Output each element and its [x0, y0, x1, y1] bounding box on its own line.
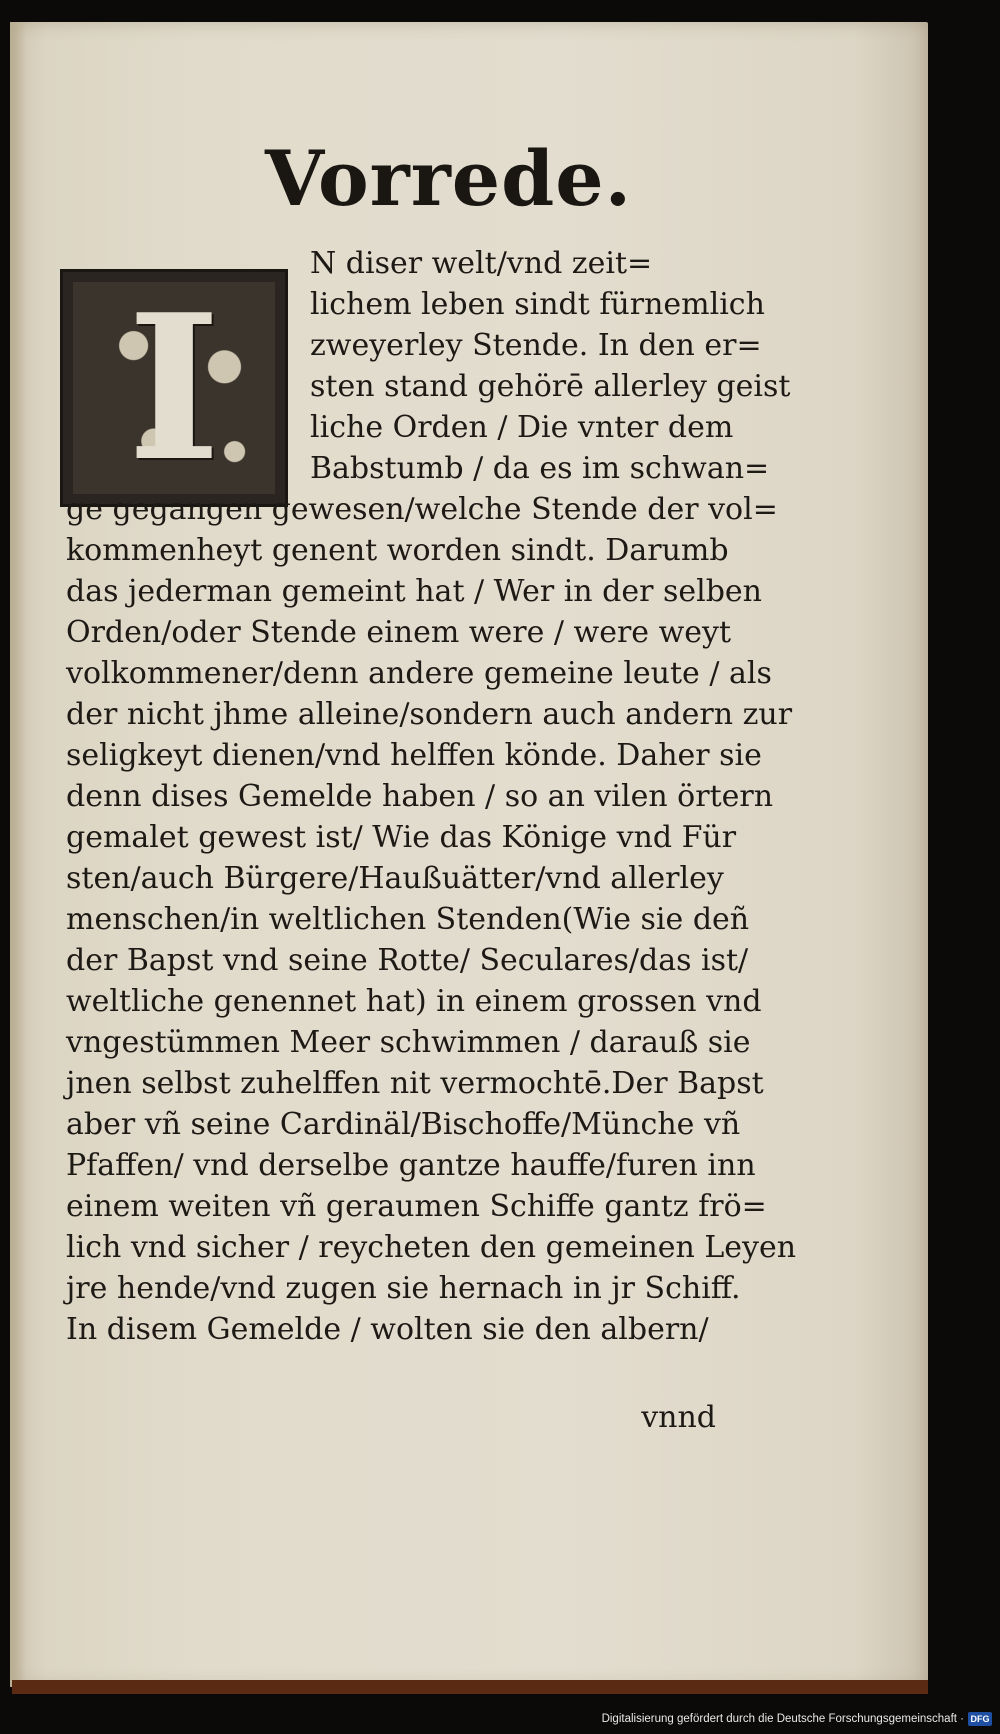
text-line: gemalet gewest ist/ Wie das Könige vnd Für	[66, 820, 737, 855]
text-line: denn dises Gemelde haben / so an vilen örtern	[66, 779, 774, 814]
text-line: ge gegangen gewesen/welche Stende der vol=	[66, 492, 778, 527]
text-line: Babstumb / da es im schwan=	[310, 451, 770, 486]
text-line: jnen selbst zuhelffen nit vermochtē.Der Bapst	[66, 1066, 764, 1101]
page-heading: Vorrede.	[265, 134, 633, 223]
text-line: zweyerley Stende. In den er=	[310, 328, 762, 363]
text-line: der nicht jhme alleine/sondern auch andern zur	[66, 697, 793, 732]
text-line: jre hende/vnd zugen sie hernach in jr Schiff.	[66, 1271, 741, 1306]
text-line: seligkeyt dienen/vnd helffen könde. Daher sie	[66, 738, 762, 773]
text-line: lich vnd sicher / reycheten den gemeinen Leyen	[66, 1230, 797, 1265]
text-line: einem weiten vñ geraumen Schiffe gantz frö=	[66, 1189, 767, 1224]
text-line: das jederman gemeint hat / Wer in der selben	[66, 574, 763, 609]
book-page	[10, 22, 928, 1687]
text-line: der Bapst vnd seine Rotte/ Seculares/das ist/	[66, 943, 749, 978]
initial-letter: I	[127, 270, 221, 506]
text-line: sten stand gehörē allerley geist	[310, 369, 791, 404]
text-line: menschen/in weltlichen Stenden(Wie sie deñ	[66, 902, 750, 937]
text-line: N diser welt/vnd zeit=	[310, 246, 653, 281]
page-bottom-edge	[12, 1680, 928, 1694]
text-line: weltliche genennet hat) in einem grossen vnd	[66, 984, 762, 1019]
text-line: volkommener/denn andere gemeine leute / als	[66, 656, 772, 691]
dfg-logo: DFG	[968, 1712, 992, 1726]
text-line: lichem leben sindt fürnemlich	[310, 287, 765, 322]
text-line: Orden/oder Stende einem were / were weyt	[66, 615, 732, 650]
digitization-credit: Digitalisierung gefördert durch die Deutsche Forschungsgemeinschaft ·	[601, 1713, 964, 1725]
text-line: sten/auch Bürgere/Haußuätter/vnd allerley	[66, 861, 724, 896]
text-line: kommenheyt genent worden sindt. Darumb	[66, 533, 729, 568]
page-binding-edge	[10, 22, 26, 1687]
text-line: In disem Gemelde / wolten sie den albern/	[66, 1312, 709, 1347]
text-line: vngestümmen Meer schwimmen / darauß sie	[66, 1025, 751, 1060]
catchword: vnnd	[641, 1400, 716, 1435]
text-line: Pfaffen/ vnd derselbe gantze hauffe/furen inn	[66, 1148, 756, 1183]
text-line: liche Orden / Die vnter dem	[310, 410, 734, 445]
text-line: aber vñ seine Cardinäl/Bischoffe/Münche vñ	[66, 1107, 741, 1142]
decorated-initial	[60, 269, 288, 507]
